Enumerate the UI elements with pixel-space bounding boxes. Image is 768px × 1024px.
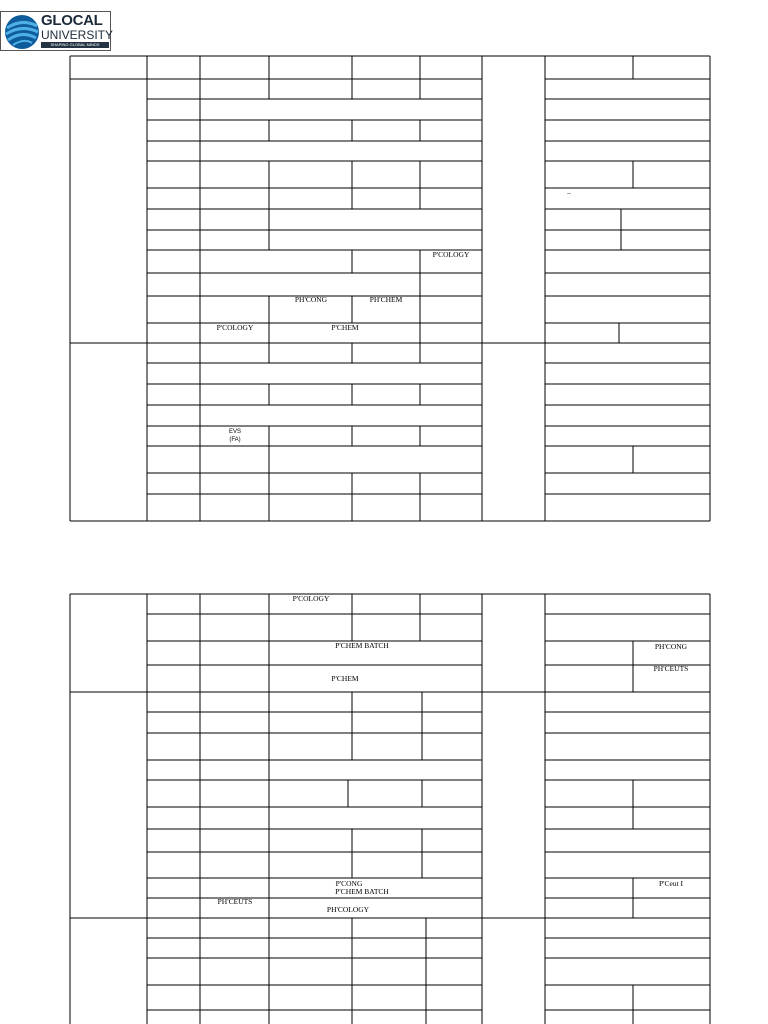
table1-label: _ xyxy=(567,186,571,195)
table1-label: P'COLOGY xyxy=(216,323,254,332)
table2-label: P'CHEM BATCH xyxy=(335,887,389,896)
table1-label: PH'CHEM xyxy=(369,295,403,304)
table1-label: (FA) xyxy=(229,437,241,443)
table2-label: P'Ceut I xyxy=(658,879,684,888)
table2-label: PH'CONG xyxy=(654,642,688,651)
logo-tagline: SHAPING GLOBAL MINDS xyxy=(41,42,109,48)
table1-label: EVS xyxy=(228,429,242,435)
table2-label: P'CHEM xyxy=(331,674,359,683)
table2-label: P'COLOGY xyxy=(292,594,330,603)
table1-label: PH'CONG xyxy=(294,295,328,304)
table2-label: P'CHEM BATCH xyxy=(335,641,389,650)
logo-subname: UNIVERSITY xyxy=(41,28,114,42)
table2-label: P'CONG xyxy=(335,879,363,888)
table2-label: PH'CEUTS xyxy=(653,664,689,673)
table2-label: PH'COLOGY xyxy=(326,905,370,914)
table1-label: P'COLOGY xyxy=(432,250,470,259)
table2-label: PH'CEUTS xyxy=(217,897,253,906)
logo-name: GLOCAL xyxy=(41,12,103,29)
table1-label: P'CHEM xyxy=(331,323,359,332)
